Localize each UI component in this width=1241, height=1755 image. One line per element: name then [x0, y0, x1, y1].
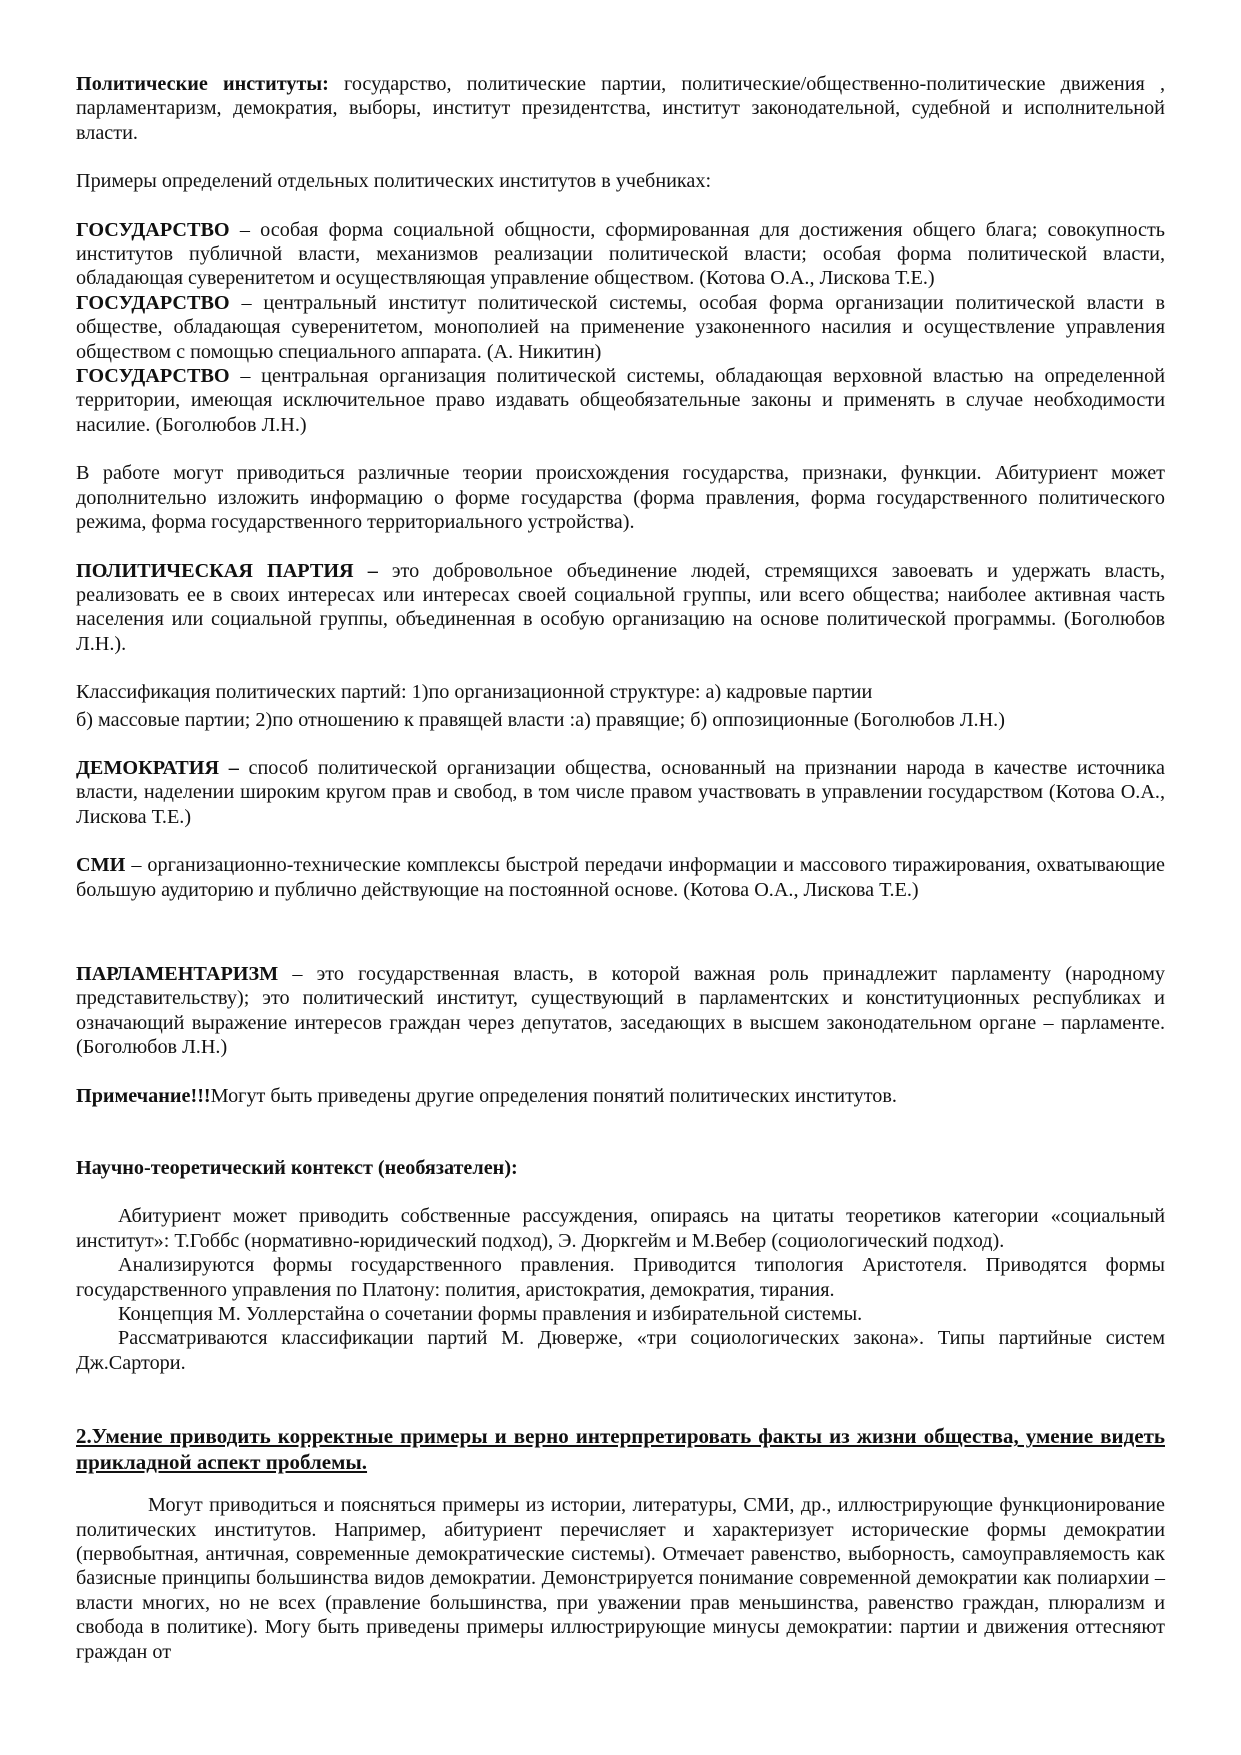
- state-theories-paragraph: В работе могут приводиться различные теории происхождения государства, признаки, функции. Абитуриент может дополнительно изложить информацию о форме государства (форма правления, форма государственного политического режима, форма государственного территориального устройства).: [76, 462, 1165, 534]
- definition-party: [76, 559, 1165, 657]
- note-label: Примечание!!!: [76, 1084, 211, 1107]
- context-paragraph-3: Концепция М. Уоллерстайна о сочетании формы правления и избирательной системы.: [118, 1303, 863, 1326]
- term-democracy: ДЕМОКРАТИЯ –: [76, 756, 239, 779]
- term-media: СМИ: [76, 854, 126, 877]
- definition-text: – особая форма социальной общности, сформированная для достижения общего блага; совокупность институтов публичной власти, механизмов реализации политической власти; особая форма политической власти, обладающая суверенитетом и осуществляющая управление обществом. (Котова О.А., Лискова Т.Е.): [76, 218, 1165, 290]
- definition-democracy: [76, 756, 1165, 829]
- intro-paragraph: [76, 72, 1165, 145]
- section-2-title: 2.Умение приводить корректные примеры и верно интерпретировать факты из жизни общества, умение видеть прикладной аспект проблемы.: [76, 1424, 1165, 1475]
- term-parliamentarism: ПАРЛАМЕНТАРИЗМ: [76, 962, 279, 985]
- term-state: ГОСУДАРСТВО: [76, 365, 230, 388]
- term-political-party: ПОЛИТИЧЕСКАЯ ПАРТИЯ –: [76, 559, 378, 582]
- definition-state-2: [76, 291, 1165, 364]
- definition-parliamentarism: [76, 962, 1165, 1060]
- party-classification-line-1: Классификация политических партий: 1)по организационной структуре: а) кадровые партии: [76, 681, 873, 704]
- definition-text: – организационно-технические комплексы быстрой передачи информации и массового тиражирования, охватывающие большую аудиторию и публично действующие на постоянной основе. (Котова О.А., Лискова Т.Е.): [76, 854, 1165, 901]
- section-2-paragraph: Могут приводиться и поясняться примеры из истории, литературы, СМИ, др., иллюстрирующие функционирование политических институтов. Например, абитуриент перечисляет и характеризует исторические формы демократии (первобытная, античная, современные демократические системы). Отмечает равенство, выборность, самоуправляемость как базисные принципы большинства видов демократии. Демонстрируется понимание современной демократии как полиархии – власти многих, но не всех (правление большинства, при уважении прав меньшинства, равенство граждан, плюрализм и свобода в политике). Могу быть приведены примеры иллюстрирующие минусы демократии: партии и движения оттесняют граждан от: [76, 1494, 1165, 1663]
- context-paragraph-1: Абитуриент может приводить собственные рассуждения, опираясь на цитаты теоретиков категории «социальный институт»: Т.Гоббс (нормативно-юридический подход), Э. Дюркгейм и М.Вебер (социологический подход).: [76, 1205, 1165, 1252]
- definition-text: способ политической организации общества, основанный на признании народа в качестве источника власти, наделении широким кругом прав и свобод, в том числе правом участвовать в управлении государством (Котова О.А., Лискова Т.Е.): [76, 756, 1165, 828]
- intro-text: государство, политические партии, политические/общественно-политические движения , парламентаризм, демократия, выборы, институт президентства, институт законодательной, судебной и исполнительной власти.: [76, 73, 1165, 144]
- party-classification-line-2: б) массовые партии; 2)по отношению к правящей власти :а) правящие; б) оппозиционные (Боголюбов Л.Н.): [76, 708, 1005, 731]
- definition-text: – центральная организация политической системы, обладающая верховной властью на определенной территории, имеющая исключительное право издавать общеобязательные законы и применять в случае необходимости насилие. (Боголюбов Л.Н.): [76, 365, 1165, 436]
- note-paragraph: [76, 1084, 1165, 1108]
- term-state: ГОСУДАРСТВО: [76, 218, 230, 241]
- definition-state-1: [76, 218, 1165, 291]
- context-heading: Научно-теоретический контекст (необязателен):: [76, 1157, 518, 1179]
- definition-text: это добровольное объединение людей, стремящихся завоевать и удержать власть, реализовать ее в своих интересах или интересах своей социальной группы, или всего общества; наиболее активная часть населения или социальной группы, объединенная в особую организацию на основе политической программы. (Боголюбов Л.Н.).: [76, 559, 1165, 655]
- definition-media: [76, 853, 1165, 902]
- term-state: ГОСУДАРСТВО: [76, 291, 230, 314]
- definition-state-3: [76, 364, 1165, 437]
- context-paragraph-4: Рассматриваются классификации партий М. Дюверже, «три социологических закона». Типы партийные систем Дж.Сартори.: [76, 1327, 1165, 1374]
- term-political-institutions: Политические институты:: [76, 73, 329, 95]
- definition-text: – это государственная власть, в которой важная роль принадлежит парламенту (народному представительству); это политический институт, существующий в парламентских и конституционных республиках и означающий выражение интересов граждан через депутатов, заседающих в высшем законодательном органе – парламенте. (Боголюбов Л.Н.): [76, 962, 1165, 1059]
- note-text: Могут быть приведены другие определения понятий политических институтов.: [210, 1084, 897, 1107]
- examples-intro: Примеры определений отдельных политических институтов в учебниках:: [76, 170, 712, 193]
- context-paragraph-2: Анализируются формы государственного правления. Приводится типология Аристотеля. Приводятся формы государственного управления по Платону: полития, аристократия, демократия, тирания.: [76, 1254, 1165, 1301]
- definition-text: – центральный институт политической системы, особая форма организации политической власти в обществе, обладающая суверенитетом, монополией на применение узаконенного насилия и осуществление управления обществом с помощью специального аппарата. (А. Никитин): [76, 291, 1165, 363]
